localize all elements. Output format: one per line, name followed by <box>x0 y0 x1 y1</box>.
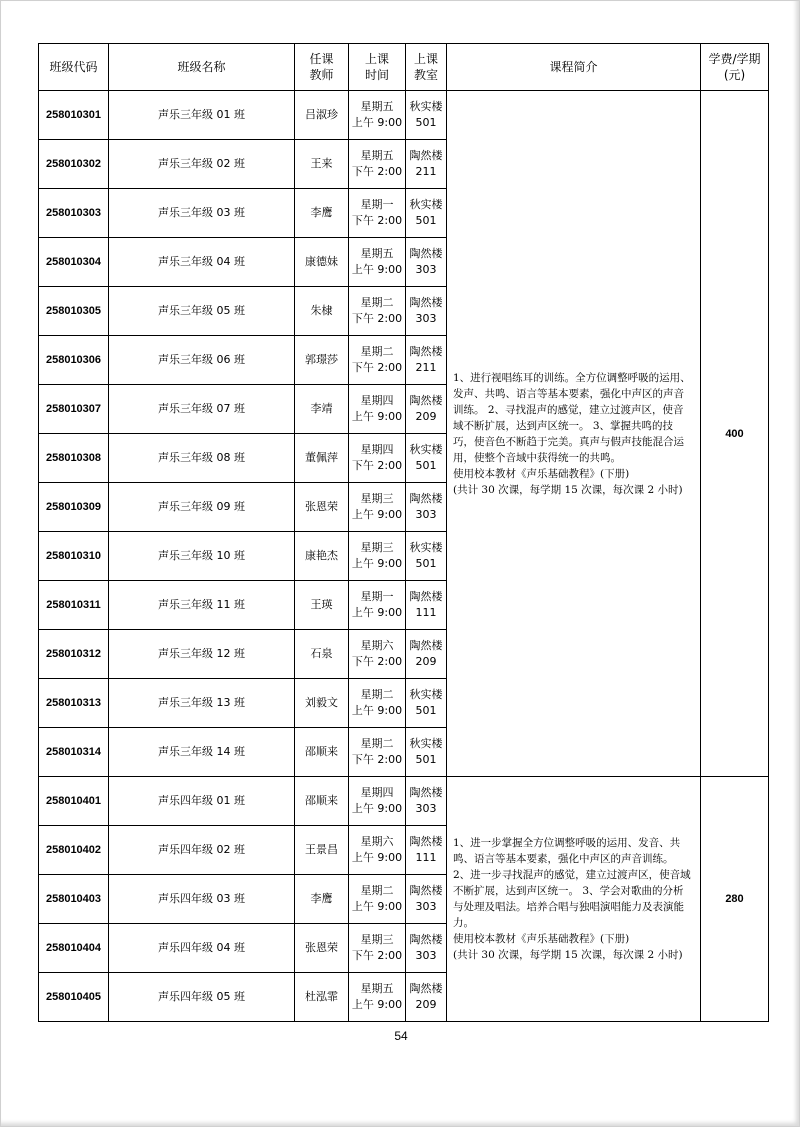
class-day: 星期五 <box>360 247 394 260</box>
class-name: 声乐三年级 03 班 <box>109 189 295 238</box>
header-room-line1: 上课 <box>413 52 438 66</box>
class-day: 星期三 <box>360 933 394 946</box>
class-day: 星期五 <box>360 100 394 113</box>
class-time <box>349 924 406 973</box>
classroom <box>406 140 447 189</box>
teacher-name: 邵顺来 <box>295 777 349 826</box>
teacher-name: 王来 <box>295 140 349 189</box>
class-name: 声乐三年级 10 班 <box>109 532 295 581</box>
class-hour: 下午 2:00 <box>351 165 403 178</box>
teacher-name: 邵顺来 <box>295 728 349 777</box>
header-teacher <box>295 44 349 91</box>
class-time <box>349 483 406 532</box>
classroom-building: 陶然楼 <box>409 639 443 652</box>
header-fee-line2: (元) <box>723 68 746 82</box>
classroom-number: 303 <box>415 949 437 962</box>
header-teacher-line2: 教师 <box>309 68 334 82</box>
classroom <box>406 532 447 581</box>
class-hour: 上午 9:00 <box>351 606 403 619</box>
class-hour: 上午 9:00 <box>351 410 403 423</box>
classroom-number: 209 <box>415 410 437 423</box>
classroom <box>406 581 447 630</box>
class-code: 258010303 <box>39 189 109 238</box>
classroom <box>406 434 447 483</box>
class-day: 星期五 <box>360 982 394 995</box>
class-day: 星期六 <box>360 835 394 848</box>
class-hour: 下午 2:00 <box>351 949 403 962</box>
class-name: 声乐三年级 11 班 <box>109 581 295 630</box>
class-day: 星期三 <box>360 541 394 554</box>
class-code: 258010307 <box>39 385 109 434</box>
classroom-building: 陶然楼 <box>409 247 443 260</box>
class-name: 声乐四年级 02 班 <box>109 826 295 875</box>
class-day: 星期四 <box>360 786 394 799</box>
class-time <box>349 728 406 777</box>
classroom <box>406 91 447 140</box>
classroom-number: 501 <box>415 704 437 717</box>
class-time <box>349 91 406 140</box>
class-hour: 上午 9:00 <box>351 998 403 1011</box>
class-name: 声乐三年级 06 班 <box>109 336 295 385</box>
class-code: 258010405 <box>39 973 109 1022</box>
class-day: 星期四 <box>360 443 394 456</box>
class-name: 声乐四年级 05 班 <box>109 973 295 1022</box>
classroom-building: 秋实楼 <box>409 100 443 113</box>
class-code: 258010305 <box>39 287 109 336</box>
classroom-number: 111 <box>415 851 437 864</box>
page-number: 54 <box>394 1029 408 1043</box>
classroom <box>406 287 447 336</box>
classroom <box>406 728 447 777</box>
teacher-name: 王景昌 <box>295 826 349 875</box>
classroom-building: 秋实楼 <box>409 737 443 750</box>
classroom-building: 陶然楼 <box>409 884 443 897</box>
class-code: 258010314 <box>39 728 109 777</box>
class-code: 258010301 <box>39 91 109 140</box>
class-code: 258010310 <box>39 532 109 581</box>
class-schedule-table <box>38 43 769 1022</box>
class-hour: 下午 2:00 <box>351 214 403 227</box>
class-hour: 上午 9:00 <box>351 900 403 913</box>
class-hour: 上午 9:00 <box>351 263 403 276</box>
class-hour: 下午 2:00 <box>351 459 403 472</box>
class-time <box>349 973 406 1022</box>
teacher-name: 康德妹 <box>295 238 349 287</box>
class-name: 声乐四年级 01 班 <box>109 777 295 826</box>
class-hour: 上午 9:00 <box>351 508 403 521</box>
classroom-building: 陶然楼 <box>409 590 443 603</box>
course-description <box>447 777 701 1022</box>
tuition-fee: 400 <box>701 91 769 777</box>
classroom-number: 303 <box>415 508 437 521</box>
class-hour: 上午 9:00 <box>351 851 403 864</box>
classroom-number: 303 <box>415 900 437 913</box>
header-time-line1: 上课 <box>364 52 389 66</box>
classroom <box>406 826 447 875</box>
header-fee-line1: 学费/学期 <box>708 52 761 66</box>
classroom <box>406 189 447 238</box>
table-row <box>39 777 769 826</box>
classroom-number: 501 <box>415 753 437 766</box>
class-name: 声乐三年级 14 班 <box>109 728 295 777</box>
classroom-building: 秋实楼 <box>409 198 443 211</box>
class-time <box>349 777 406 826</box>
class-day: 星期五 <box>360 149 394 162</box>
classroom-building: 陶然楼 <box>409 835 443 848</box>
teacher-name: 石泉 <box>295 630 349 679</box>
teacher-name: 李靖 <box>295 385 349 434</box>
course-description-line: 1、进一步掌握全方位调整呼吸的运用、发音、共鸣、语言等基本要素，强化中声区的声音训练。 2、进一步寻找混声的感觉，建立过渡声区，使音域不断扩展，达到声区统一。 3、学会对歌曲的分析与处理及唱法。培养合唱与独唱演唱能力及表演能力。 <box>453 837 691 929</box>
class-day: 星期二 <box>360 884 394 897</box>
class-day: 星期一 <box>360 198 394 211</box>
class-hour: 上午 9:00 <box>351 557 403 570</box>
class-name: 声乐三年级 01 班 <box>109 91 295 140</box>
class-code: 258010306 <box>39 336 109 385</box>
class-time <box>349 287 406 336</box>
class-name: 声乐三年级 08 班 <box>109 434 295 483</box>
class-time <box>349 336 406 385</box>
table-row <box>39 91 769 140</box>
header-room <box>406 44 447 91</box>
classroom-number: 501 <box>415 116 437 129</box>
class-hour: 下午 2:00 <box>351 753 403 766</box>
classroom-number: 209 <box>415 998 437 1011</box>
class-hour: 下午 2:00 <box>351 655 403 668</box>
class-day: 星期一 <box>360 590 394 603</box>
class-name: 声乐四年级 03 班 <box>109 875 295 924</box>
class-code: 258010308 <box>39 434 109 483</box>
teacher-name: 康艳杰 <box>295 532 349 581</box>
classroom-building: 陶然楼 <box>409 492 443 505</box>
class-name: 声乐三年级 09 班 <box>109 483 295 532</box>
teacher-name: 刘毅文 <box>295 679 349 728</box>
class-code: 258010401 <box>39 777 109 826</box>
classroom-building: 陶然楼 <box>409 933 443 946</box>
teacher-name: 吕淑珍 <box>295 91 349 140</box>
class-day: 星期六 <box>360 639 394 652</box>
class-code: 258010309 <box>39 483 109 532</box>
classroom <box>406 875 447 924</box>
header-code: 班级代码 <box>39 44 109 91</box>
course-description-line: 使用校本教材《声乐基础教程》(下册) <box>453 467 630 480</box>
teacher-name: 李鹰 <box>295 189 349 238</box>
class-time <box>349 238 406 287</box>
class-time <box>349 581 406 630</box>
class-day: 星期三 <box>360 492 394 505</box>
classroom <box>406 973 447 1022</box>
header-time-line2: 时间 <box>364 68 389 82</box>
classroom-building: 陶然楼 <box>409 786 443 799</box>
classroom-number: 209 <box>415 655 437 668</box>
header-description: 课程简介 <box>447 44 701 91</box>
class-time <box>349 532 406 581</box>
classroom-building: 陶然楼 <box>409 394 443 407</box>
class-name: 声乐三年级 04 班 <box>109 238 295 287</box>
classroom-building: 陶然楼 <box>409 296 443 309</box>
class-name: 声乐四年级 04 班 <box>109 924 295 973</box>
class-code: 258010404 <box>39 924 109 973</box>
classroom <box>406 238 447 287</box>
class-time <box>349 826 406 875</box>
class-name: 声乐三年级 07 班 <box>109 385 295 434</box>
class-time <box>349 434 406 483</box>
classroom-number: 303 <box>415 802 437 815</box>
tuition-fee: 280 <box>701 777 769 1022</box>
course-description-line: 1、进行视唱练耳的训练。全方位调整呼吸的运用、发声、共鸣、语言等基本要素，强化中声区的声音训练。 2、寻找混声的感觉，建立过渡声区，使音域不断扩展，达到声区统一。 3、掌握共鸣的技巧，使音色不断趋于完美。真声与假声技能混合运用，使整个音域中获得统一的共鸣。 <box>453 371 691 464</box>
class-name: 声乐三年级 02 班 <box>109 140 295 189</box>
classroom-number: 303 <box>415 263 437 276</box>
class-hour: 下午 2:00 <box>351 312 403 325</box>
class-hour: 上午 9:00 <box>351 704 403 717</box>
class-time <box>349 140 406 189</box>
classroom-building: 陶然楼 <box>409 149 443 162</box>
header-row <box>39 44 769 91</box>
teacher-name: 朱棣 <box>295 287 349 336</box>
class-time <box>349 679 406 728</box>
class-name: 声乐三年级 05 班 <box>109 287 295 336</box>
course-description-line: 使用校本教材《声乐基础教程》(下册) <box>453 933 630 945</box>
class-code: 258010402 <box>39 826 109 875</box>
classroom-building: 秋实楼 <box>409 688 443 701</box>
class-day: 星期二 <box>360 345 394 358</box>
class-code: 258010304 <box>39 238 109 287</box>
class-day: 星期四 <box>360 394 394 407</box>
class-code: 258010313 <box>39 679 109 728</box>
header-teacher-line1: 任课 <box>309 52 334 66</box>
classroom-number: 501 <box>415 459 437 472</box>
class-time <box>349 385 406 434</box>
class-day: 星期二 <box>360 688 394 701</box>
class-day: 星期二 <box>360 296 394 309</box>
classroom <box>406 385 447 434</box>
classroom-number: 211 <box>415 165 437 178</box>
classroom <box>406 679 447 728</box>
teacher-name: 王瑛 <box>295 581 349 630</box>
classroom <box>406 777 447 826</box>
class-hour: 上午 9:00 <box>351 802 403 815</box>
class-name: 声乐三年级 12 班 <box>109 630 295 679</box>
classroom-number: 501 <box>415 214 437 227</box>
class-name: 声乐三年级 13 班 <box>109 679 295 728</box>
classroom-building: 秋实楼 <box>409 443 443 456</box>
class-hour: 上午 9:00 <box>351 116 403 129</box>
table-body <box>39 91 769 1022</box>
classroom-number: 303 <box>415 312 437 325</box>
class-code: 258010311 <box>39 581 109 630</box>
classroom-number: 501 <box>415 557 437 570</box>
class-time <box>349 875 406 924</box>
header-fee <box>701 44 769 91</box>
course-description-line: (共计 30 次课，每学期 15 次课，每次课 2 小时) <box>453 949 683 961</box>
class-code: 258010312 <box>39 630 109 679</box>
course-description-line: (共计 30 次课，每学期 15 次课，每次课 2 小时) <box>453 483 683 496</box>
header-name: 班级名称 <box>109 44 295 91</box>
teacher-name: 张恩荣 <box>295 924 349 973</box>
classroom <box>406 924 447 973</box>
class-day: 星期二 <box>360 737 394 750</box>
class-code: 258010403 <box>39 875 109 924</box>
header-room-line2: 教室 <box>413 68 438 82</box>
teacher-name: 杜泓霏 <box>295 973 349 1022</box>
class-hour: 下午 2:00 <box>351 361 403 374</box>
classroom-building: 秋实楼 <box>409 541 443 554</box>
classroom-building: 陶然楼 <box>409 345 443 358</box>
classroom-number: 111 <box>415 606 437 619</box>
class-code: 258010302 <box>39 140 109 189</box>
teacher-name: 张恩荣 <box>295 483 349 532</box>
classroom <box>406 336 447 385</box>
class-time <box>349 189 406 238</box>
teacher-name: 董佩萍 <box>295 434 349 483</box>
classroom-number: 211 <box>415 361 437 374</box>
course-description <box>447 91 701 777</box>
teacher-name: 李鹰 <box>295 875 349 924</box>
classroom <box>406 630 447 679</box>
header-time <box>349 44 406 91</box>
classroom <box>406 483 447 532</box>
teacher-name: 郭璟莎 <box>295 336 349 385</box>
classroom-building: 陶然楼 <box>409 982 443 995</box>
class-time <box>349 630 406 679</box>
